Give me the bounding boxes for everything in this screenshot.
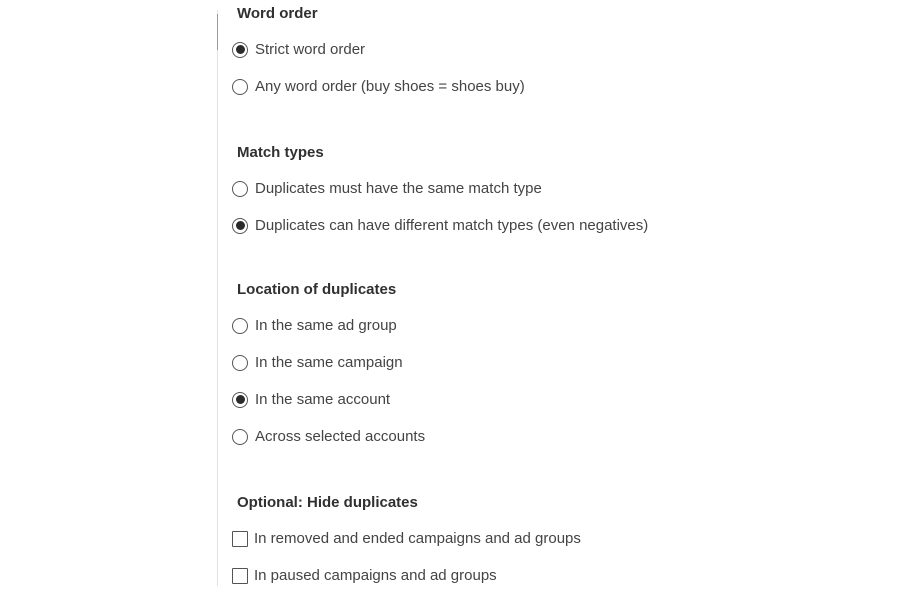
section-title-match-types: Match types (237, 144, 324, 161)
panel-divider (217, 10, 218, 586)
section-title-location: Location of duplicates (237, 281, 397, 298)
radio-button[interactable] (232, 181, 248, 197)
section-title-hide-duplicates: Optional: Hide duplicates (237, 494, 418, 511)
option-label: In the same campaign (255, 354, 403, 371)
radio-button[interactable] (232, 79, 248, 95)
section-hide-duplicates (231, 489, 581, 594)
section-match-types (231, 139, 648, 244)
option-label: In removed and ended campaigns and ad groups (254, 530, 581, 547)
radio-option-same-campaign[interactable] (231, 344, 425, 381)
option-label: Any word order (buy shoes = shoes buy) (255, 78, 525, 95)
radio-option-same-match-type[interactable] (231, 170, 648, 207)
checkbox-option-paused[interactable] (231, 557, 581, 594)
option-label: In the same ad group (255, 317, 397, 334)
checkbox-option-removed-ended[interactable] (231, 520, 581, 557)
option-label: Across selected accounts (255, 428, 426, 445)
radio-option-same-account[interactable] (231, 381, 425, 418)
option-label: In the same account (255, 391, 391, 408)
radio-button[interactable] (232, 392, 248, 408)
radio-button[interactable] (232, 429, 248, 445)
option-label: Duplicates must have the same match type (255, 180, 542, 197)
radio-button[interactable] (232, 318, 248, 334)
section-word-order (231, 0, 525, 105)
radio-option-across-accounts[interactable] (231, 418, 425, 455)
radio-option-strict-word-order[interactable] (231, 31, 525, 68)
radio-button[interactable] (232, 218, 248, 234)
option-label: Duplicates can have different match types (even negatives) (255, 217, 649, 234)
checkbox[interactable] (232, 568, 248, 584)
radio-button[interactable] (232, 42, 248, 58)
option-label: In paused campaigns and ad groups (254, 567, 497, 584)
checkbox[interactable] (232, 531, 248, 547)
radio-button[interactable] (232, 355, 248, 371)
radio-option-different-match-types[interactable] (231, 207, 648, 244)
radio-option-same-ad-group[interactable] (231, 307, 425, 344)
option-label: Strict word order (255, 41, 366, 58)
section-location-of-duplicates (231, 276, 425, 455)
radio-option-any-word-order[interactable] (231, 68, 525, 105)
panel-divider-accent (217, 14, 218, 50)
section-title-word-order: Word order (237, 5, 318, 22)
